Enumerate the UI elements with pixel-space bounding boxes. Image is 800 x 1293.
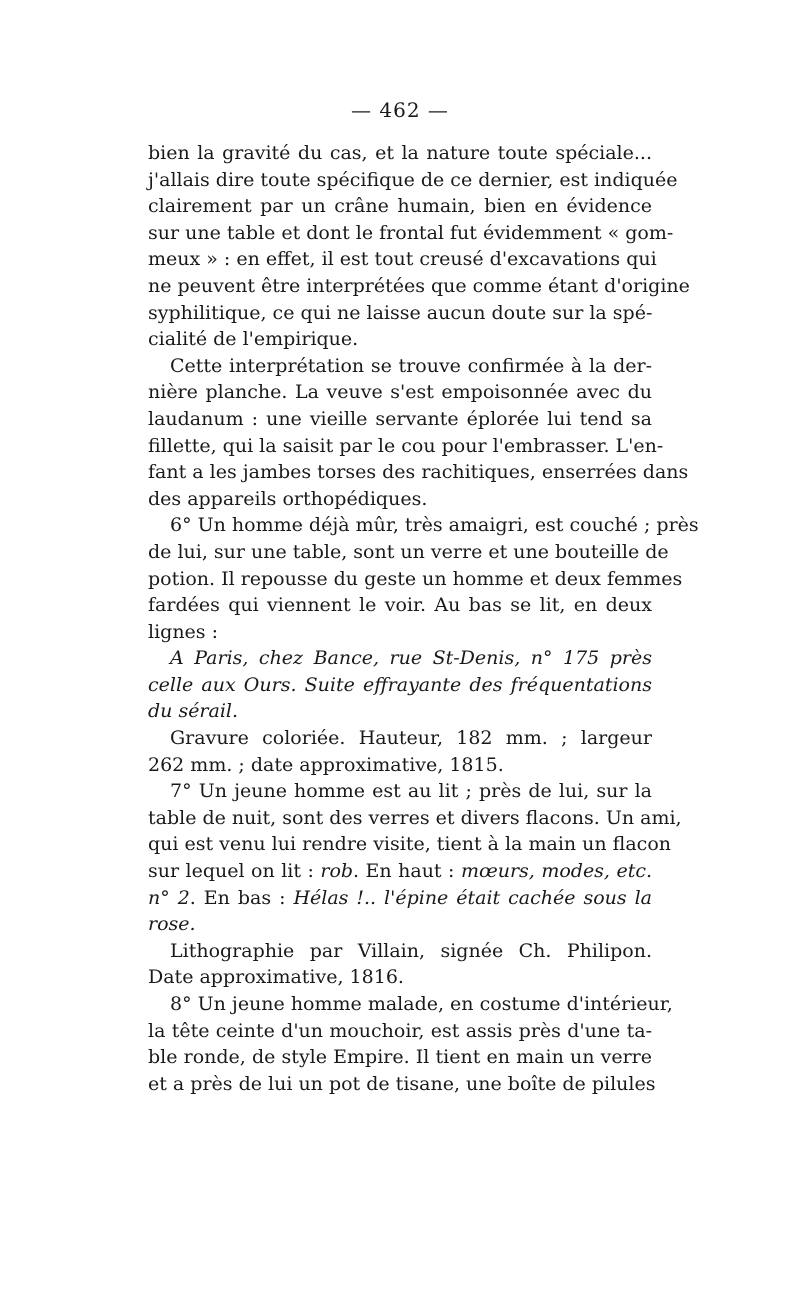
text-line: meux » : en effet, il est tout creusé d'excavations qui: [148, 248, 657, 271]
inscription-line: du sérail.: [148, 700, 239, 723]
text-line: fardées qui viennent le voir. Au bas se lit, en deux: [148, 594, 652, 617]
inscription-text: mœurs, modes, etc.: [460, 860, 653, 883]
text-line: fillette, qui la saisit par le cou pour l'embrasser. L'en-: [148, 434, 664, 457]
item-number: 6°: [170, 514, 192, 537]
text-line: 7° Un jeune homme est au lit ; près de lui, sur la: [170, 780, 652, 803]
text-line: syphilitique, ce qui ne laisse aucun doute sur la spé-: [148, 301, 653, 324]
text-line: table de nuit, sont des verres et divers flacons. Un ami,: [148, 806, 682, 829]
inscription-line: A Paris, chez Bance, rue St-Denis, n° 175 près: [170, 647, 652, 670]
text-line: des appareils orthopédiques.: [148, 487, 428, 510]
text-line: 262 mm. ; date approximative, 1815.: [148, 753, 504, 776]
text-line: clairement par un crâne humain, bien en évidence: [148, 195, 652, 218]
inscription-line: rose.: [148, 913, 196, 936]
text-line: laudanum : une vieille servante éplorée lui tend sa: [148, 407, 652, 430]
inscription-text: n° 2: [148, 886, 190, 909]
text-line: et a près de lui un pot de tisane, une boîte de pilules: [148, 1072, 656, 1095]
text-line: Date approximative, 1816.: [148, 966, 404, 989]
text-line: ble ronde, de style Empire. Il tient en main un verre: [148, 1046, 652, 1069]
text-line: sur lequel on lit : rob. En haut : mœurs, modes, etc.: [148, 860, 653, 883]
text-line: qui est venu lui rendre visite, tient à la main un flacon: [148, 833, 672, 856]
text-line: fant a les jambes torses des rachitiques, enserrées dans: [148, 461, 689, 484]
text-line: cialité de l'empirique.: [148, 328, 359, 351]
text-line: Lithographie par Villain, signée Ch. Philipon.: [170, 939, 652, 962]
text-line: 6° Un homme déjà mûr, très amaigri, est couché ; près: [170, 514, 699, 537]
inscription-line: celle aux Ours. Suite effrayante des fréquentations: [148, 673, 652, 696]
body-text: [148, 140, 699, 1097]
item-number: 7°: [170, 780, 192, 803]
text-line: j'allais dire toute spécifique de ce dernier, est indiquée: [148, 168, 678, 191]
text-line: la tête ceinte d'un mouchoir, est assis près d'une ta-: [148, 1019, 652, 1042]
text-line: potion. Il repousse du geste un homme et deux femmes: [148, 567, 683, 590]
item-number: 8°: [170, 993, 192, 1015]
page-number: — 462 —: [351, 98, 449, 122]
text-line: Cette interprétation se trouve confirmée à la der-: [170, 354, 652, 377]
text-line: de lui, sur une table, sont un verre et une bouteille de: [148, 540, 669, 563]
text-line: sur une table et dont le frontal fut évidemment « gom-: [148, 221, 674, 244]
text-line: ne peuvent être interprétées que comme étant d'origine: [148, 274, 690, 297]
inscription-text: rob: [320, 860, 354, 883]
text-line: bien la gravité du cas, et la nature toute spéciale...: [148, 142, 652, 164]
text-line: nière planche. La veuve s'est empoisonnée avec du: [148, 381, 652, 404]
text-line: 8° Un jeune homme malade, en costume d'intérieur,: [170, 993, 673, 1015]
text-line: lignes :: [148, 620, 218, 643]
inscription-text: Hélas !.. l'épine était cachée sous la: [293, 886, 652, 909]
text-line: Gravure coloriée. Hauteur, 182 mm. ; largeur: [170, 727, 652, 750]
text-line: n° 2. En bas : Hélas !.. l'épine était cachée sous la: [148, 886, 652, 909]
